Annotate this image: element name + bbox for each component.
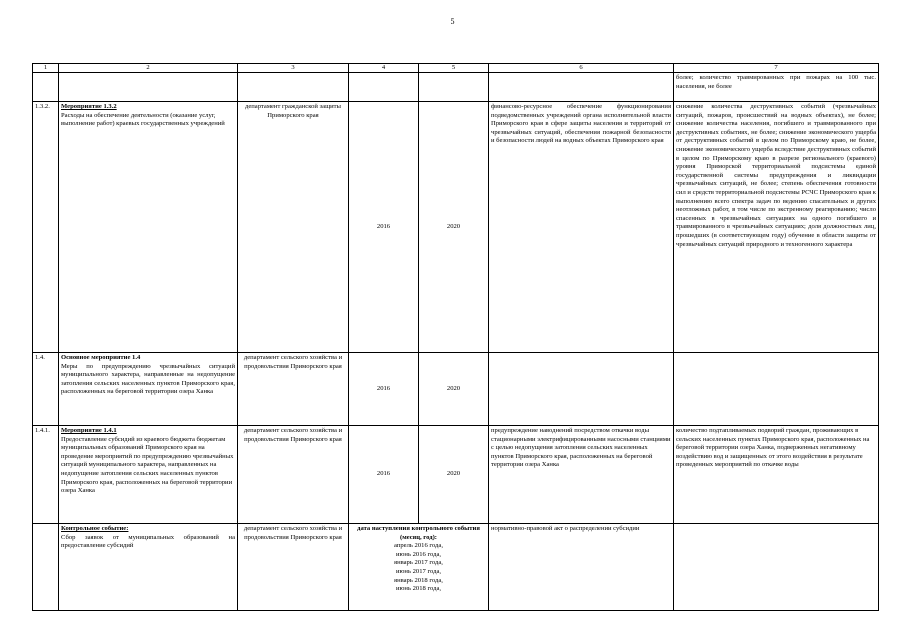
header-cell: 2 <box>59 64 238 73</box>
responsible: департамент сельского хозяйства и продовольствия Приморского края <box>238 426 349 524</box>
end-year: 2020 <box>419 102 489 353</box>
header-cell: 4 <box>349 64 419 73</box>
header-cell: 7 <box>674 64 879 73</box>
header-cell: 3 <box>238 64 349 73</box>
measure-description: Расходы на обеспечение деятельности (оказание услуг, выполнение работ) краевых государственных учреждений <box>61 111 225 128</box>
control-event-title: Контрольное событие: <box>61 525 129 532</box>
table-row-1-4-1 <box>33 426 879 524</box>
control-event-date: июнь 2016 года, <box>395 550 442 558</box>
table-row-control-event <box>33 524 879 611</box>
control-event-date-title: дата наступления контрольного события (месяц, год): <box>357 525 480 541</box>
control-event-date: апрель 2016 года, <box>394 542 443 550</box>
measure-cell <box>59 102 238 353</box>
measure-description: Предоставление субсидий из краевого бюджета бюджетам муниципальных образований Приморского края на проведение мероприятий по предупреждению чрезвычайных ситуаций муниципального характера, направленных на недопущение затопления сельских населенных пунктов Приморского края, расположенных на береговой территории озера Ханка <box>61 435 234 495</box>
measure-name <box>59 73 238 102</box>
indicators <box>674 524 879 611</box>
measure-title: Основное мероприятие 1.4 <box>61 354 141 361</box>
row-number: 1.4.1. <box>33 426 59 524</box>
end-year: 2020 <box>419 426 489 524</box>
measure-title: Мероприятие 1.3.2 <box>61 103 117 110</box>
table-header-row <box>33 64 879 73</box>
indicators: снижение количества деструктивных событий (чрезвычайных ситуаций, пожаров, происшествий на водных объектах), не более; снижение количества населения, погибшего и травмированного при деструктивных событиях, не более; снижение экономического ущерба от деструктивных событий в целом по Приморскому краю, не более, снижение экономического ущерба вследствие деструктивных событий в целом по Приморскому краю в разрезе регионального (краевого) уровня Приморской территориальной подсистемы единой государственной системы предупреждения и ликвидации чрезвычайных ситуаций, не более; степень обеспечения готовности сил и средств территориальной подсистемы РСЧС Приморского края к выполнению всего спектра задач по ведению спасательных и других неотложных работ, в том числе по экстренному реагированию; число спасенных в чрезвычайных ситуациях на одного погибшего и травмированного в чрезвычайных ситуациях; доля должностных лиц, прошедших (в соответствующем году) обучение в области защиты от чрезвычайных ситуаций природного и техногенного характера <box>674 102 879 353</box>
expected-result <box>489 353 674 426</box>
indicators: количество подтапливаемых подворий граждан, проживающих в сельских населенных пунктах Приморского края, расположенных на береговой территории озера Ханка, подверженных негативному воздействию вод и защищенных от этого воздействия в результате проведенных мероприятий по откачке воды <box>674 426 879 524</box>
end-year: 2020 <box>419 353 489 426</box>
measure-cell <box>59 426 238 524</box>
responsible: департамент сельского хозяйства и продовольствия Приморского края <box>238 353 349 426</box>
control-event-date: январь 2018 года, <box>394 576 443 584</box>
responsible: департамент гражданской защиты Приморского края <box>238 102 349 353</box>
end-year <box>419 73 489 102</box>
control-event-date: июнь 2018 года, <box>395 585 442 593</box>
measure-description: Меры по предупреждению чрезвычайных ситуаций муниципального характера, направленные на недопущение затопления сельских населенных пунктов Приморского края, расположенных на береговой территории озера Ханка <box>61 362 235 396</box>
header-cell: 1 <box>33 64 59 73</box>
table-row-1-4 <box>33 353 879 426</box>
indicators: более; количество травмированных при пожарах на 100 тыс. населения, не более <box>674 73 879 102</box>
table-row-1-3-2 <box>33 102 879 353</box>
measure-cell <box>59 353 238 426</box>
control-event-description: Сбор заявок от муниципальных образований на предоставление субсидий <box>61 533 235 550</box>
expected-result: нормативно-правовой акт о распределении субсидии <box>489 524 674 611</box>
responsible: департамент сельского хозяйства и продовольствия Приморского края <box>238 524 349 611</box>
measure-cell <box>59 524 238 611</box>
indicators <box>674 353 879 426</box>
header-cell: 5 <box>419 64 489 73</box>
control-event-date: январь 2017 года, <box>394 559 443 567</box>
responsible <box>238 73 349 102</box>
expected-result <box>489 73 674 102</box>
row-number <box>33 524 59 611</box>
table-row-continuation <box>33 73 879 102</box>
control-event-date: июнь 2017 года, <box>395 567 442 575</box>
row-number: 1.3.2. <box>33 102 59 353</box>
start-year: 2016 <box>349 102 419 353</box>
start-year <box>349 73 419 102</box>
control-event-dates <box>349 524 489 611</box>
header-cell: 6 <box>489 64 674 73</box>
expected-result: финансово-ресурсное обеспечение функционирования подведомственных учреждений органа исполнительной власти Приморского края в сфере защиты населения и территорий от чрезвычайных ситуаций, обеспечения пожарной безопасности и безопасности людей на водных объектах Приморского края <box>489 102 674 353</box>
measure-title: Мероприятие 1.4.1 <box>61 427 117 434</box>
page-number: 5 <box>450 17 455 26</box>
row-number <box>33 73 59 102</box>
expected-result: предупреждение наводнений посредством откачки воды стационарными электрифицированными насосными станциями с целью недопущения затопления сельских населенных пунктов Приморского края, расположенных на береговой территории озера Ханка <box>489 426 674 524</box>
measures-table <box>32 63 879 611</box>
row-number: 1.4. <box>33 353 59 426</box>
start-year: 2016 <box>349 353 419 426</box>
start-year: 2016 <box>349 426 419 524</box>
